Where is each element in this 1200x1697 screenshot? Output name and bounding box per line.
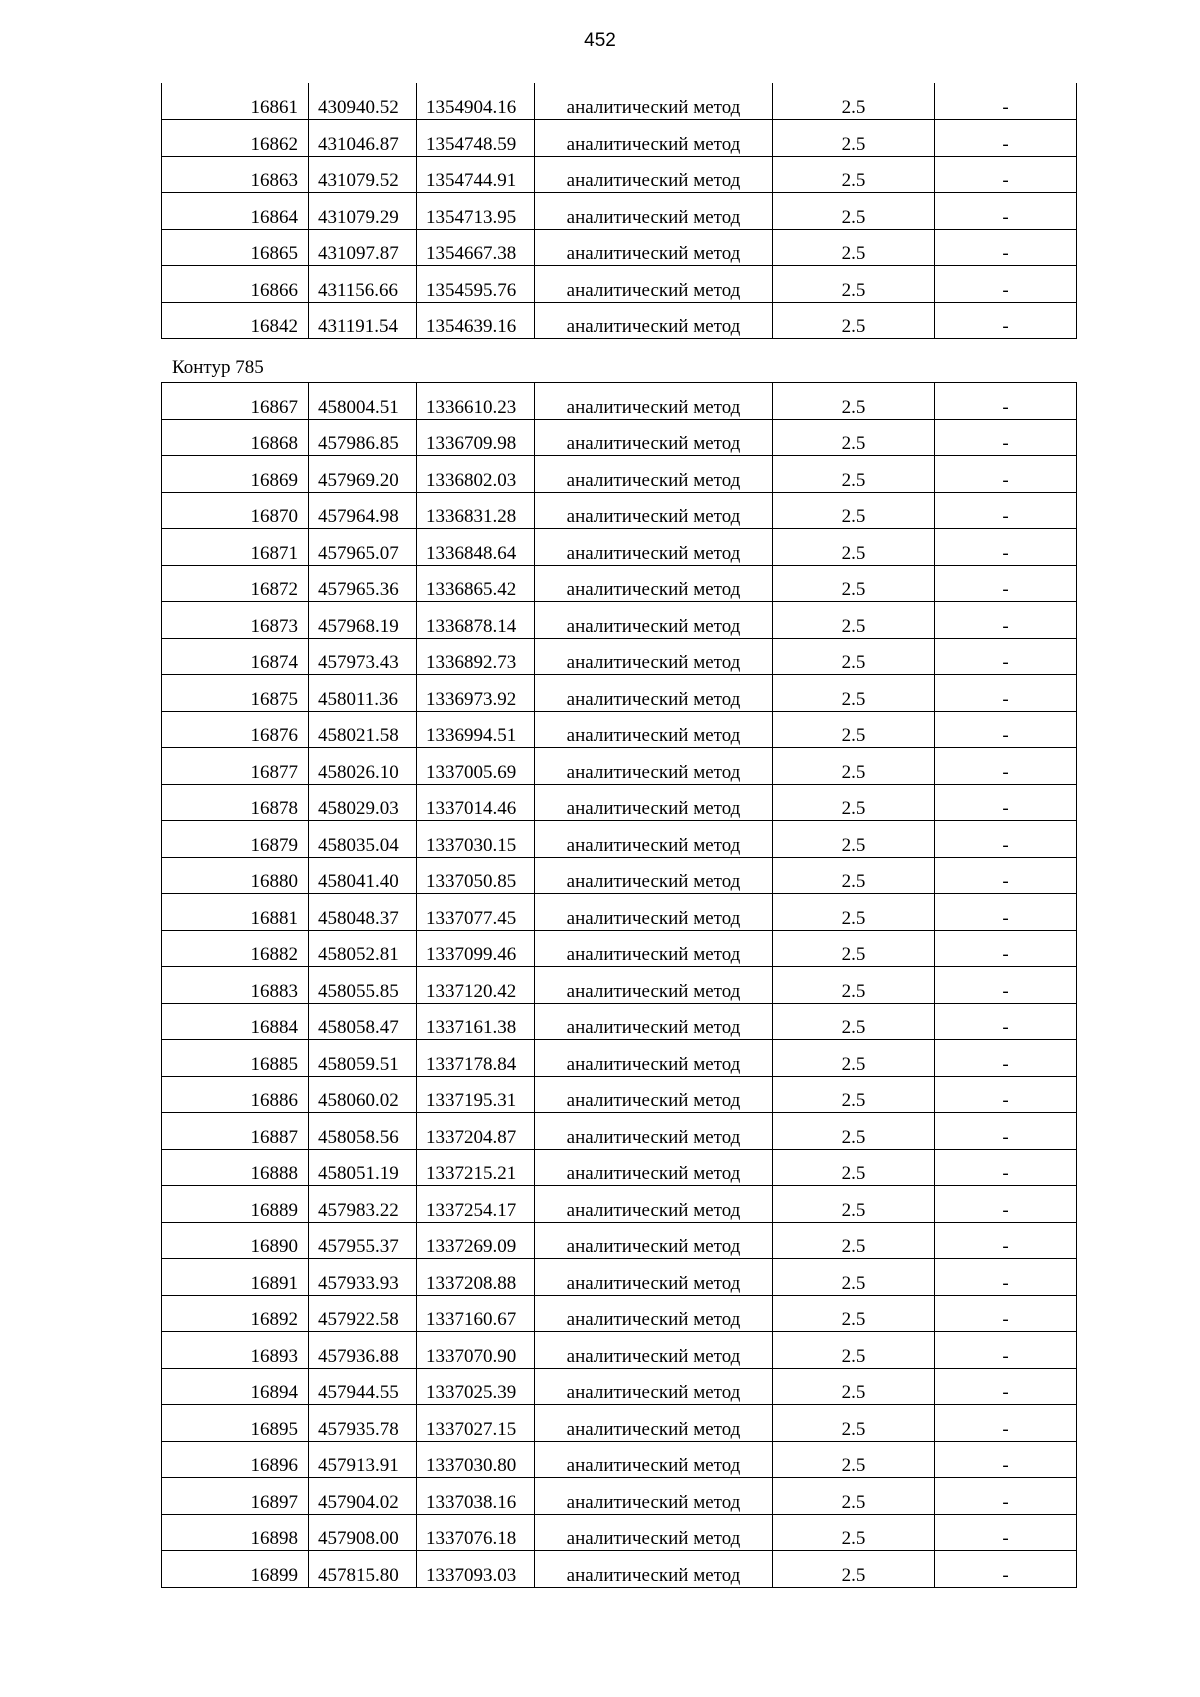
table-row bbox=[162, 857, 1077, 894]
accuracy-value: 2.5 bbox=[773, 1149, 935, 1186]
coordinate-x: 458058.47 bbox=[309, 1003, 417, 1040]
coordinate-y: 1337076.18 bbox=[417, 1514, 535, 1551]
coordinate-x: 458021.58 bbox=[309, 711, 417, 748]
table-row bbox=[162, 193, 1077, 230]
coordinate-y: 1337204.87 bbox=[417, 1113, 535, 1150]
description-value: - bbox=[935, 1040, 1077, 1077]
table-row bbox=[162, 1259, 1077, 1296]
table-row bbox=[162, 156, 1077, 193]
table-row bbox=[162, 967, 1077, 1004]
point-number: 16865 bbox=[162, 229, 309, 266]
point-number: 16898 bbox=[162, 1514, 309, 1551]
accuracy-value: 2.5 bbox=[773, 419, 935, 456]
accuracy-value: 2.5 bbox=[773, 1441, 935, 1478]
accuracy-value: 2.5 bbox=[773, 1076, 935, 1113]
table-row bbox=[162, 638, 1077, 675]
determination-method: аналитический метод bbox=[535, 565, 773, 602]
table-row bbox=[162, 748, 1077, 785]
coordinate-y: 1354639.16 bbox=[417, 302, 535, 339]
table-row bbox=[162, 419, 1077, 456]
coordinate-y: 1337254.17 bbox=[417, 1186, 535, 1223]
coordinate-y: 1337099.46 bbox=[417, 930, 535, 967]
determination-method: аналитический метод bbox=[535, 1076, 773, 1113]
table-row bbox=[162, 492, 1077, 529]
table-row bbox=[162, 383, 1077, 420]
coordinate-y: 1337120.42 bbox=[417, 967, 535, 1004]
table-row bbox=[162, 930, 1077, 967]
table-row bbox=[162, 229, 1077, 266]
coordinate-y: 1354595.76 bbox=[417, 266, 535, 303]
determination-method: аналитический метод bbox=[535, 1149, 773, 1186]
determination-method: аналитический метод bbox=[535, 266, 773, 303]
coordinate-y: 1337025.39 bbox=[417, 1368, 535, 1405]
determination-method: аналитический метод bbox=[535, 383, 773, 420]
accuracy-value: 2.5 bbox=[773, 456, 935, 493]
description-value: - bbox=[935, 930, 1077, 967]
coordinate-x: 457973.43 bbox=[309, 638, 417, 675]
determination-method: аналитический метод bbox=[535, 120, 773, 157]
coordinates-table-continued bbox=[161, 83, 1077, 339]
description-value: - bbox=[935, 784, 1077, 821]
determination-method: аналитический метод bbox=[535, 1259, 773, 1296]
description-value: - bbox=[935, 711, 1077, 748]
coordinate-y: 1337178.84 bbox=[417, 1040, 535, 1077]
point-number: 16866 bbox=[162, 266, 309, 303]
coordinate-y: 1354904.16 bbox=[417, 83, 535, 120]
point-number: 16896 bbox=[162, 1441, 309, 1478]
point-number: 16892 bbox=[162, 1295, 309, 1332]
table-row bbox=[162, 1003, 1077, 1040]
point-number: 16887 bbox=[162, 1113, 309, 1150]
accuracy-value: 2.5 bbox=[773, 1186, 935, 1223]
determination-method: аналитический метод bbox=[535, 602, 773, 639]
coordinate-x: 431079.29 bbox=[309, 193, 417, 230]
accuracy-value: 2.5 bbox=[773, 1295, 935, 1332]
description-value: - bbox=[935, 1076, 1077, 1113]
accuracy-value: 2.5 bbox=[773, 193, 935, 230]
determination-method: аналитический метод bbox=[535, 1040, 773, 1077]
point-number: 16862 bbox=[162, 120, 309, 157]
determination-method: аналитический метод bbox=[535, 857, 773, 894]
determination-method: аналитический метод bbox=[535, 229, 773, 266]
coordinate-y: 1337005.69 bbox=[417, 748, 535, 785]
accuracy-value: 2.5 bbox=[773, 1368, 935, 1405]
description-value: - bbox=[935, 857, 1077, 894]
accuracy-value: 2.5 bbox=[773, 894, 935, 931]
coordinate-x: 457986.85 bbox=[309, 419, 417, 456]
determination-method: аналитический метод bbox=[535, 1332, 773, 1369]
coordinate-x: 430940.52 bbox=[309, 83, 417, 120]
accuracy-value: 2.5 bbox=[773, 857, 935, 894]
coordinate-y: 1336610.23 bbox=[417, 383, 535, 420]
table-row bbox=[162, 1478, 1077, 1515]
coordinate-x: 457968.19 bbox=[309, 602, 417, 639]
determination-method: аналитический метод bbox=[535, 894, 773, 931]
accuracy-value: 2.5 bbox=[773, 1040, 935, 1077]
coordinate-x: 457908.00 bbox=[309, 1514, 417, 1551]
coordinate-y: 1337030.15 bbox=[417, 821, 535, 858]
coordinate-x: 457815.80 bbox=[309, 1551, 417, 1588]
accuracy-value: 2.5 bbox=[773, 302, 935, 339]
coordinate-x: 431046.87 bbox=[309, 120, 417, 157]
point-number: 16899 bbox=[162, 1551, 309, 1588]
description-value: - bbox=[935, 967, 1077, 1004]
coordinate-y: 1337014.46 bbox=[417, 784, 535, 821]
table-row bbox=[162, 302, 1077, 339]
coordinate-x: 458029.03 bbox=[309, 784, 417, 821]
description-value: - bbox=[935, 302, 1077, 339]
determination-method: аналитический метод bbox=[535, 1551, 773, 1588]
coordinate-y: 1354748.59 bbox=[417, 120, 535, 157]
contour-label: Контур 785 bbox=[172, 357, 264, 378]
description-value: - bbox=[935, 565, 1077, 602]
description-value: - bbox=[935, 638, 1077, 675]
determination-method: аналитический метод bbox=[535, 456, 773, 493]
point-number: 16882 bbox=[162, 930, 309, 967]
description-value: - bbox=[935, 492, 1077, 529]
accuracy-value: 2.5 bbox=[773, 156, 935, 193]
point-number: 16888 bbox=[162, 1149, 309, 1186]
accuracy-value: 2.5 bbox=[773, 967, 935, 1004]
point-number: 16878 bbox=[162, 784, 309, 821]
coordinate-y: 1336994.51 bbox=[417, 711, 535, 748]
point-number: 16879 bbox=[162, 821, 309, 858]
table-row bbox=[162, 120, 1077, 157]
table-row bbox=[162, 602, 1077, 639]
table-row bbox=[162, 529, 1077, 566]
accuracy-value: 2.5 bbox=[773, 1514, 935, 1551]
coordinate-y: 1337070.90 bbox=[417, 1332, 535, 1369]
point-number: 16873 bbox=[162, 602, 309, 639]
point-number: 16868 bbox=[162, 419, 309, 456]
table-row bbox=[162, 1332, 1077, 1369]
point-number: 16871 bbox=[162, 529, 309, 566]
point-number: 16886 bbox=[162, 1076, 309, 1113]
accuracy-value: 2.5 bbox=[773, 1259, 935, 1296]
determination-method: аналитический метод bbox=[535, 1441, 773, 1478]
accuracy-value: 2.5 bbox=[773, 1113, 935, 1150]
table-row bbox=[162, 784, 1077, 821]
description-value: - bbox=[935, 529, 1077, 566]
determination-method: аналитический метод bbox=[535, 1003, 773, 1040]
accuracy-value: 2.5 bbox=[773, 930, 935, 967]
accuracy-value: 2.5 bbox=[773, 1003, 935, 1040]
accuracy-value: 2.5 bbox=[773, 1332, 935, 1369]
coordinate-x: 457904.02 bbox=[309, 1478, 417, 1515]
table-row bbox=[162, 675, 1077, 712]
table-row bbox=[162, 1295, 1077, 1332]
coordinate-y: 1337269.09 bbox=[417, 1222, 535, 1259]
coordinate-x: 458041.40 bbox=[309, 857, 417, 894]
coordinate-x: 431191.54 bbox=[309, 302, 417, 339]
coordinate-y: 1337161.38 bbox=[417, 1003, 535, 1040]
table-row bbox=[162, 1441, 1077, 1478]
description-value: - bbox=[935, 1368, 1077, 1405]
accuracy-value: 2.5 bbox=[773, 1222, 935, 1259]
determination-method: аналитический метод bbox=[535, 492, 773, 529]
coordinate-x: 458059.51 bbox=[309, 1040, 417, 1077]
table-row bbox=[162, 266, 1077, 303]
coordinate-x: 457965.07 bbox=[309, 529, 417, 566]
coordinate-y: 1336802.03 bbox=[417, 456, 535, 493]
determination-method: аналитический метод bbox=[535, 83, 773, 120]
determination-method: аналитический метод bbox=[535, 967, 773, 1004]
coordinate-x: 457913.91 bbox=[309, 1441, 417, 1478]
description-value: - bbox=[935, 1478, 1077, 1515]
coordinate-x: 431079.52 bbox=[309, 156, 417, 193]
coordinate-x: 458058.56 bbox=[309, 1113, 417, 1150]
description-value: - bbox=[935, 602, 1077, 639]
coordinate-x: 457944.55 bbox=[309, 1368, 417, 1405]
coordinate-x: 457969.20 bbox=[309, 456, 417, 493]
accuracy-value: 2.5 bbox=[773, 1405, 935, 1442]
table-row bbox=[162, 565, 1077, 602]
coordinate-y: 1354667.38 bbox=[417, 229, 535, 266]
table-row bbox=[162, 1405, 1077, 1442]
determination-method: аналитический метод bbox=[535, 156, 773, 193]
coordinate-x: 431097.87 bbox=[309, 229, 417, 266]
coordinate-y: 1337027.15 bbox=[417, 1405, 535, 1442]
table-row bbox=[162, 1222, 1077, 1259]
coordinate-x: 458055.85 bbox=[309, 967, 417, 1004]
coordinate-x: 457933.93 bbox=[309, 1259, 417, 1296]
coordinate-y: 1337030.80 bbox=[417, 1441, 535, 1478]
point-number: 16874 bbox=[162, 638, 309, 675]
coordinate-x: 458035.04 bbox=[309, 821, 417, 858]
description-value: - bbox=[935, 120, 1077, 157]
accuracy-value: 2.5 bbox=[773, 675, 935, 712]
table-row bbox=[162, 1076, 1077, 1113]
determination-method: аналитический метод bbox=[535, 419, 773, 456]
description-value: - bbox=[935, 1405, 1077, 1442]
point-number: 16875 bbox=[162, 675, 309, 712]
accuracy-value: 2.5 bbox=[773, 1551, 935, 1588]
coordinate-y: 1337208.88 bbox=[417, 1259, 535, 1296]
point-number: 16842 bbox=[162, 302, 309, 339]
determination-method: аналитический метод bbox=[535, 784, 773, 821]
table-row bbox=[162, 1514, 1077, 1551]
description-value: - bbox=[935, 1259, 1077, 1296]
coordinate-y: 1336848.64 bbox=[417, 529, 535, 566]
determination-method: аналитический метод bbox=[535, 1405, 773, 1442]
point-number: 16881 bbox=[162, 894, 309, 931]
coordinate-x: 457983.22 bbox=[309, 1186, 417, 1223]
determination-method: аналитический метод bbox=[535, 302, 773, 339]
description-value: - bbox=[935, 675, 1077, 712]
accuracy-value: 2.5 bbox=[773, 529, 935, 566]
table-row bbox=[162, 456, 1077, 493]
coordinate-y: 1354744.91 bbox=[417, 156, 535, 193]
coordinate-x: 457965.36 bbox=[309, 565, 417, 602]
determination-method: аналитический метод bbox=[535, 675, 773, 712]
coordinate-x: 458051.19 bbox=[309, 1149, 417, 1186]
description-value: - bbox=[935, 1186, 1077, 1223]
point-number: 16867 bbox=[162, 383, 309, 420]
table-row bbox=[162, 1040, 1077, 1077]
table-row bbox=[162, 1149, 1077, 1186]
description-value: - bbox=[935, 419, 1077, 456]
description-value: - bbox=[935, 1332, 1077, 1369]
coordinate-y: 1336865.42 bbox=[417, 565, 535, 602]
table-row bbox=[162, 894, 1077, 931]
description-value: - bbox=[935, 1113, 1077, 1150]
determination-method: аналитический метод bbox=[535, 638, 773, 675]
description-value: - bbox=[935, 229, 1077, 266]
coordinate-y: 1336709.98 bbox=[417, 419, 535, 456]
point-number: 16880 bbox=[162, 857, 309, 894]
coordinate-x: 458011.36 bbox=[309, 675, 417, 712]
description-value: - bbox=[935, 1441, 1077, 1478]
table-row bbox=[162, 83, 1077, 120]
determination-method: аналитический метод bbox=[535, 1222, 773, 1259]
point-number: 16876 bbox=[162, 711, 309, 748]
coordinate-y: 1336973.92 bbox=[417, 675, 535, 712]
coordinates-table-contour-785 bbox=[161, 382, 1077, 1588]
accuracy-value: 2.5 bbox=[773, 602, 935, 639]
description-value: - bbox=[935, 1295, 1077, 1332]
accuracy-value: 2.5 bbox=[773, 492, 935, 529]
point-number: 16897 bbox=[162, 1478, 309, 1515]
coordinate-x: 458026.10 bbox=[309, 748, 417, 785]
point-number: 16877 bbox=[162, 748, 309, 785]
accuracy-value: 2.5 bbox=[773, 120, 935, 157]
coordinate-y: 1354713.95 bbox=[417, 193, 535, 230]
coordinate-y: 1337093.03 bbox=[417, 1551, 535, 1588]
description-value: - bbox=[935, 894, 1077, 931]
description-value: - bbox=[935, 1003, 1077, 1040]
description-value: - bbox=[935, 383, 1077, 420]
point-number: 16893 bbox=[162, 1332, 309, 1369]
description-value: - bbox=[935, 748, 1077, 785]
point-number: 16884 bbox=[162, 1003, 309, 1040]
table-row bbox=[162, 1551, 1077, 1588]
description-value: - bbox=[935, 1222, 1077, 1259]
table-row bbox=[162, 711, 1077, 748]
accuracy-value: 2.5 bbox=[773, 83, 935, 120]
determination-method: аналитический метод bbox=[535, 1113, 773, 1150]
accuracy-value: 2.5 bbox=[773, 638, 935, 675]
table-row bbox=[162, 1113, 1077, 1150]
page-number: 452 bbox=[584, 30, 616, 51]
point-number: 16864 bbox=[162, 193, 309, 230]
coordinate-y: 1337195.31 bbox=[417, 1076, 535, 1113]
coordinate-y: 1337038.16 bbox=[417, 1478, 535, 1515]
coordinate-x: 458004.51 bbox=[309, 383, 417, 420]
coordinate-y: 1337160.67 bbox=[417, 1295, 535, 1332]
description-value: - bbox=[935, 456, 1077, 493]
point-number: 16891 bbox=[162, 1259, 309, 1296]
determination-method: аналитический метод bbox=[535, 711, 773, 748]
coordinate-x: 457922.58 bbox=[309, 1295, 417, 1332]
accuracy-value: 2.5 bbox=[773, 784, 935, 821]
coordinate-y: 1336831.28 bbox=[417, 492, 535, 529]
point-number: 16870 bbox=[162, 492, 309, 529]
description-value: - bbox=[935, 156, 1077, 193]
table-row bbox=[162, 821, 1077, 858]
point-number: 16869 bbox=[162, 456, 309, 493]
point-number: 16885 bbox=[162, 1040, 309, 1077]
accuracy-value: 2.5 bbox=[773, 711, 935, 748]
coordinate-y: 1337077.45 bbox=[417, 894, 535, 931]
determination-method: аналитический метод bbox=[535, 193, 773, 230]
description-value: - bbox=[935, 1149, 1077, 1186]
coordinate-x: 458052.81 bbox=[309, 930, 417, 967]
accuracy-value: 2.5 bbox=[773, 565, 935, 602]
description-value: - bbox=[935, 266, 1077, 303]
point-number: 16863 bbox=[162, 156, 309, 193]
description-value: - bbox=[935, 83, 1077, 120]
point-number: 16894 bbox=[162, 1368, 309, 1405]
coordinate-x: 458048.37 bbox=[309, 894, 417, 931]
coordinate-x: 457964.98 bbox=[309, 492, 417, 529]
coordinate-y: 1337050.85 bbox=[417, 857, 535, 894]
determination-method: аналитический метод bbox=[535, 821, 773, 858]
description-value: - bbox=[935, 193, 1077, 230]
accuracy-value: 2.5 bbox=[773, 266, 935, 303]
coordinate-x: 457955.37 bbox=[309, 1222, 417, 1259]
description-value: - bbox=[935, 1551, 1077, 1588]
determination-method: аналитический метод bbox=[535, 1478, 773, 1515]
coordinate-x: 458060.02 bbox=[309, 1076, 417, 1113]
point-number: 16895 bbox=[162, 1405, 309, 1442]
determination-method: аналитический метод bbox=[535, 1186, 773, 1223]
determination-method: аналитический метод bbox=[535, 1295, 773, 1332]
table-row bbox=[162, 1186, 1077, 1223]
accuracy-value: 2.5 bbox=[773, 229, 935, 266]
point-number: 16872 bbox=[162, 565, 309, 602]
coordinate-y: 1336892.73 bbox=[417, 638, 535, 675]
coordinate-x: 457935.78 bbox=[309, 1405, 417, 1442]
coordinate-x: 457936.88 bbox=[309, 1332, 417, 1369]
determination-method: аналитический метод bbox=[535, 1368, 773, 1405]
determination-method: аналитический метод bbox=[535, 1514, 773, 1551]
table-row bbox=[162, 1368, 1077, 1405]
accuracy-value: 2.5 bbox=[773, 821, 935, 858]
description-value: - bbox=[935, 1514, 1077, 1551]
coordinate-x: 431156.66 bbox=[309, 266, 417, 303]
point-number: 16889 bbox=[162, 1186, 309, 1223]
coordinate-y: 1337215.21 bbox=[417, 1149, 535, 1186]
determination-method: аналитический метод bbox=[535, 748, 773, 785]
accuracy-value: 2.5 bbox=[773, 383, 935, 420]
determination-method: аналитический метод bbox=[535, 930, 773, 967]
point-number: 16890 bbox=[162, 1222, 309, 1259]
accuracy-value: 2.5 bbox=[773, 1478, 935, 1515]
coordinate-y: 1336878.14 bbox=[417, 602, 535, 639]
point-number: 16883 bbox=[162, 967, 309, 1004]
description-value: - bbox=[935, 821, 1077, 858]
point-number: 16861 bbox=[162, 83, 309, 120]
determination-method: аналитический метод bbox=[535, 529, 773, 566]
accuracy-value: 2.5 bbox=[773, 748, 935, 785]
